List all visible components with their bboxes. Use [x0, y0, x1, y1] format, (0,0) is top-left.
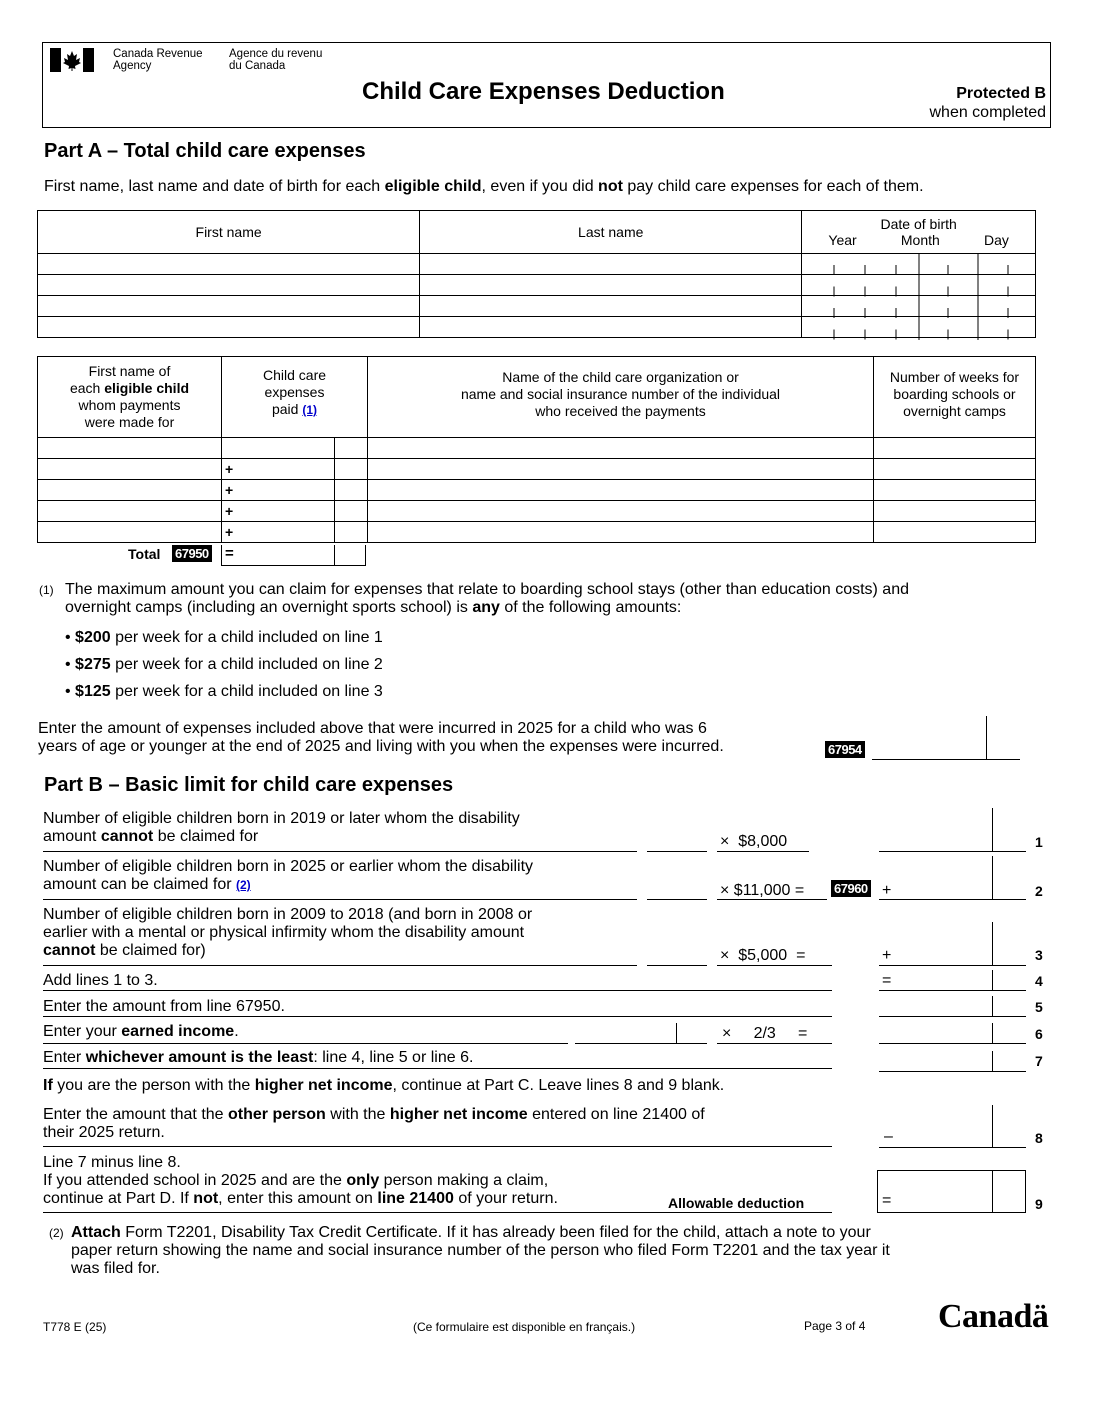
line-4-rule: [43, 990, 832, 991]
organization-input[interactable]: [368, 438, 874, 459]
expense-cents-input[interactable]: [335, 480, 368, 501]
earned-income-input[interactable]: [575, 1043, 707, 1044]
expense-dollars-input[interactable]: [222, 438, 335, 459]
organization-input[interactable]: [368, 501, 874, 522]
line-number-5: 5: [1035, 999, 1043, 1015]
child-name-input[interactable]: [38, 438, 222, 459]
line-9-rule: [43, 1212, 832, 1213]
line-3-amount-input[interactable]: [879, 965, 1026, 966]
cents-divider: [986, 716, 987, 759]
part-a-title: Part A – Total child care expenses: [44, 140, 366, 162]
line-8-rule: [43, 1146, 832, 1147]
total-cents-divider: [334, 545, 335, 566]
first-name-input[interactable]: [38, 296, 420, 317]
cents-divider: [992, 1023, 993, 1043]
child-name-input[interactable]: [38, 480, 222, 501]
total-label: Total: [128, 546, 161, 562]
line-number-3: 3: [1035, 947, 1043, 963]
line-7-label: Enter whichever amount is the least: line 4, line 5 or line 6.: [43, 1049, 474, 1066]
line-number-8: 8: [1035, 1130, 1043, 1146]
line-2-amount-input[interactable]: [879, 899, 1026, 900]
line-number-1: 1: [1035, 834, 1043, 850]
line-number-2: 2: [1035, 883, 1043, 899]
protected-label: Protected B when completed: [929, 85, 1046, 121]
bullet-item: • $275 per week for a child included on line 2: [65, 656, 383, 673]
expense-cents-input[interactable]: [335, 459, 368, 480]
weeks-input[interactable]: [874, 522, 1036, 543]
cents-divider: [992, 922, 993, 965]
weeks-input[interactable]: [874, 480, 1036, 501]
plus-sign: +: [882, 882, 892, 899]
organization-input[interactable]: [368, 480, 874, 501]
cents-divider: [992, 1051, 993, 1071]
line-number-7: 7: [1035, 1053, 1043, 1069]
line-4-amount-input[interactable]: [879, 990, 1026, 991]
child-name-input[interactable]: [38, 459, 222, 480]
organization-input[interactable]: [368, 522, 874, 543]
weeks-input[interactable]: [874, 501, 1036, 522]
line-1-multiplier: × $8,000: [720, 833, 788, 850]
line-2-label: Number of eligible children born in 2025 or earlier whom the disability amount can be claimed for (2): [43, 858, 534, 893]
plus-sign: +: [882, 947, 892, 964]
col-first-name: First name: [38, 211, 420, 254]
last-name-input[interactable]: [420, 275, 802, 296]
bullet-list: [65, 629, 383, 710]
footnote-2-link[interactable]: (2): [236, 878, 251, 892]
line-1-rule: [43, 851, 637, 852]
footnote-1-link[interactable]: (1): [302, 403, 318, 417]
line-8-label: Enter the amount that the other person with the higher net income entered on line 21400 of their 2025 return.: [43, 1106, 705, 1141]
expense-dollars-input[interactable]: +: [222, 501, 335, 522]
footnote-2-text: Attach Form T2201, Disability Tax Credit Certificate. If it has already been filed for the child, attach a note to your paper return showing the name and social insurance number of the person who filed Form T2201 and the tax year it was filed for.: [71, 1224, 890, 1277]
line-6-rule: [43, 1043, 568, 1044]
canada-flag-icon: [50, 48, 94, 72]
line-3-multiplier: × $5,000 =: [720, 947, 806, 964]
line-5-amount-input[interactable]: [879, 1016, 1026, 1017]
line-3-count-input[interactable]: [647, 965, 707, 966]
cents-divider: [992, 970, 993, 990]
bullet-item: • $125 per week for a child included on line 3: [65, 683, 383, 700]
young-amount-input[interactable]: [872, 759, 1020, 760]
last-name-input[interactable]: [420, 317, 802, 338]
expense-dollars-input[interactable]: +: [222, 522, 335, 543]
col-weeks: Number of weeks for boarding schools or overnight camps: [874, 357, 1036, 438]
last-name-input[interactable]: [420, 254, 802, 275]
page-number: Page 3 of 4: [804, 1319, 866, 1333]
part-a-intro: First name, last name and date of birth for each eligible child, even if you did not pay child care expenses for each of them.: [44, 178, 924, 195]
multiplier-rule: [717, 851, 809, 852]
french-availability: (Ce formulaire est disponible en français.): [413, 1320, 636, 1334]
allowable-deduction-label: Allowable deduction: [668, 1195, 805, 1211]
line-code-67960: 67960: [831, 880, 871, 897]
expense-dollars-input[interactable]: +: [222, 480, 335, 501]
line-2-multiplier: × $11,000 =: [720, 882, 805, 899]
weeks-input[interactable]: [874, 459, 1036, 480]
organization-input[interactable]: [368, 459, 874, 480]
cents-divider: [992, 1105, 993, 1147]
last-name-input[interactable]: [420, 296, 802, 317]
line-number-4: 4: [1035, 973, 1043, 989]
line-2-count-input[interactable]: [647, 899, 707, 900]
multiplier-rule: [717, 965, 832, 966]
weeks-input[interactable]: [874, 438, 1036, 459]
line-6-amount-input[interactable]: [879, 1043, 1026, 1044]
cents-divider: [992, 808, 993, 851]
higher-income-note: If you are the person with the higher net income, continue at Part C. Leave lines 8 and 9 blank.: [43, 1077, 725, 1094]
line-1-amount-input[interactable]: [879, 851, 1026, 852]
young-children-text: Enter the amount of expenses included above that were incurred in 2025 for a child who was 6 years of age or younger at the end of 2025 and living with you when the expenses were incurred.: [38, 720, 724, 755]
allowable-deduction-input[interactable]: =: [877, 1170, 1026, 1213]
line-number-6: 6: [1035, 1026, 1043, 1042]
form-title: Child Care Expenses Deduction: [362, 78, 725, 105]
line-7-amount-input[interactable]: [879, 1071, 1026, 1072]
agency-name-en: Canada Revenue Agency: [113, 48, 203, 72]
payments-table: [37, 356, 1036, 543]
cents-divider: [992, 996, 993, 1016]
child-name-input[interactable]: [38, 501, 222, 522]
col-last-name: Last name: [420, 211, 802, 254]
cents-divider: [676, 1023, 677, 1043]
minus-sign: –: [884, 1128, 893, 1145]
line-1-count-input[interactable]: [647, 851, 707, 852]
line-3-rule: [43, 965, 637, 966]
line-8-amount-input[interactable]: [879, 1147, 1026, 1148]
multiplier-rule: [717, 899, 827, 900]
first-name-input[interactable]: [38, 254, 420, 275]
line-2-rule: [43, 899, 637, 900]
dob-tick-marks: [804, 254, 1036, 340]
line-3-label: Number of eligible children born in 2009 to 2018 (and born in 2008 or earlier with a mental or physical infirmity whom the disability amount cannot be claimed for): [43, 906, 533, 959]
line-4-label: Add lines 1 to 3.: [43, 972, 158, 989]
line-6-label: Enter your earned income.: [43, 1023, 239, 1040]
col-child-first-name: First name of each eligible child whom payments were made for: [38, 357, 222, 438]
footnote-1-marker: (1): [39, 583, 54, 597]
col-date-of-birth: Date of birth Year Month Day: [802, 211, 1036, 254]
line-1-label: Number of eligible children born in 2019 or later whom the disability amount cannot be claimed for: [43, 810, 520, 845]
cents-divider: [992, 856, 993, 899]
col-expenses-paid: Child care expenses paid (1): [222, 357, 368, 438]
footnote-2-marker: (2): [49, 1226, 64, 1240]
first-name-input[interactable]: [38, 275, 420, 296]
line-number-9: 9: [1035, 1196, 1043, 1212]
canada-wordmark: Canadä: [938, 1298, 1049, 1335]
bullet-item: • $200 per week for a child included on line 1: [65, 629, 383, 646]
line-5-label: Enter the amount from line 67950.: [43, 998, 285, 1015]
line-6-multiplier: × 2/3 =: [722, 1025, 808, 1042]
total-input[interactable]: =: [221, 545, 366, 566]
multiplier-rule: [717, 1043, 832, 1044]
line-7-rule: [43, 1068, 832, 1069]
agency-name-fr: Agence du revenu du Canada: [229, 48, 323, 72]
footnote-1-text: The maximum amount you can claim for expenses that relate to boarding school stays (other than education costs) and overnight camps (including an overnight sports school) is any of the following amounts:: [65, 581, 909, 616]
part-b-title: Part B – Basic limit for child care expenses: [44, 774, 454, 796]
col-organization: Name of the child care organization or name and social insurance number of the individual who received the payments: [368, 357, 874, 438]
expense-cents-input[interactable]: [335, 438, 368, 459]
expense-cents-input[interactable]: [335, 522, 368, 543]
equals-sign: =: [882, 972, 892, 989]
line-5-rule: [43, 1016, 832, 1017]
line-9-label: Line 7 minus line 8. If you attended school in 2025 and are the only person making a claim, continue at Part D. If not, enter this amount on line 21400 of your return.: [43, 1154, 558, 1207]
line-code-67954: 67954: [825, 741, 865, 758]
form-id: T778 E (25): [43, 1320, 107, 1334]
child-name-input[interactable]: [38, 522, 222, 543]
expense-cents-input[interactable]: [335, 501, 368, 522]
line-code-67950: 67950: [172, 545, 212, 562]
expense-dollars-input[interactable]: +: [222, 459, 335, 480]
cents-divider: [992, 1170, 993, 1213]
first-name-input[interactable]: [38, 317, 420, 338]
